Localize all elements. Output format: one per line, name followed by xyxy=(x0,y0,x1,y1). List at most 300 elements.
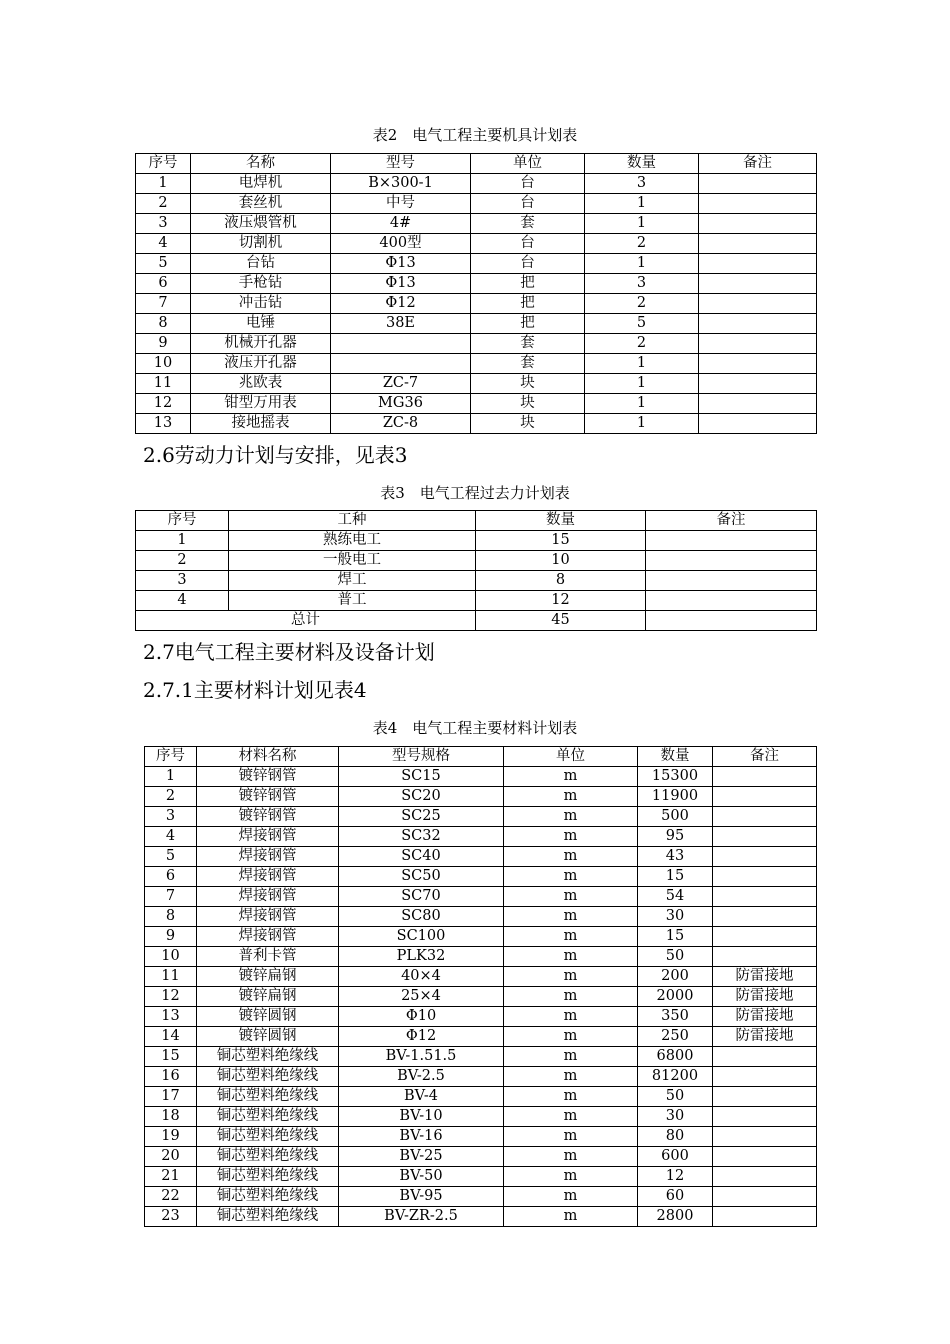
table-row xyxy=(145,1027,817,1047)
table-cell xyxy=(713,847,817,867)
table-cell xyxy=(713,887,817,907)
table-cell: 钳型万用表 xyxy=(191,394,331,414)
table-cell: 10 xyxy=(476,551,646,571)
table-cell: SC80 xyxy=(339,907,504,927)
table-cell: SC20 xyxy=(339,787,504,807)
table-cell: SC40 xyxy=(339,847,504,867)
table-cell: m xyxy=(504,1087,638,1107)
table-cell: 镀锌钢管 xyxy=(197,787,339,807)
table-cell: 15 xyxy=(638,927,713,947)
table-cell: MG36 xyxy=(331,394,471,414)
table-cell: Φ12 xyxy=(331,294,471,314)
table-row xyxy=(136,254,817,274)
table3-total-row xyxy=(136,611,817,631)
table-cell: 4 xyxy=(145,827,197,847)
table-cell: 铜芯塑料绝缘线 xyxy=(197,1107,339,1127)
table-cell: PLK32 xyxy=(339,947,504,967)
table3-total-label: 总计 xyxy=(136,611,476,631)
table4-header-cell: 单位 xyxy=(504,747,638,767)
table-cell: 15300 xyxy=(638,767,713,787)
table-cell xyxy=(699,334,817,354)
table-cell: 54 xyxy=(638,887,713,907)
table-cell: 手枪钻 xyxy=(191,274,331,294)
table-cell: 3 xyxy=(136,571,229,591)
table-cell: Φ13 xyxy=(331,254,471,274)
table-cell xyxy=(713,1127,817,1147)
table4 xyxy=(144,746,817,1227)
table-cell: 4# xyxy=(331,214,471,234)
table-row xyxy=(136,591,817,611)
table-cell: BV-2.5 xyxy=(339,1067,504,1087)
section-2-6-heading: 2.6劳动力计划与安排，见表3 xyxy=(143,443,408,467)
table4-header-cell: 材料名称 xyxy=(197,747,339,767)
table-cell: SC25 xyxy=(339,807,504,827)
table-cell: 1 xyxy=(585,194,699,214)
table-cell: 2 xyxy=(145,787,197,807)
table-row xyxy=(145,807,817,827)
table-cell xyxy=(713,1067,817,1087)
table4-header-cell: 数量 xyxy=(638,747,713,767)
table-cell xyxy=(713,867,817,887)
table-row xyxy=(145,1067,817,1087)
table-cell: 普利卡管 xyxy=(197,947,339,967)
table-row xyxy=(136,551,817,571)
table-cell: m xyxy=(504,1187,638,1207)
table-cell: 1 xyxy=(585,354,699,374)
table-cell: 镀锌圆钢 xyxy=(197,1027,339,1047)
table-cell: m xyxy=(504,1207,638,1227)
table-cell: 镀锌扁钢 xyxy=(197,987,339,1007)
table-cell: m xyxy=(504,807,638,827)
table-row xyxy=(145,1127,817,1147)
table-cell: 把 xyxy=(471,314,585,334)
table-row xyxy=(136,334,817,354)
table-cell: 套 xyxy=(471,334,585,354)
table-cell: 2 xyxy=(585,294,699,314)
table-cell: 10 xyxy=(145,947,197,967)
table-cell: 台 xyxy=(471,194,585,214)
table-cell xyxy=(713,907,817,927)
table-cell xyxy=(646,571,817,591)
table-cell: 机械开孔器 xyxy=(191,334,331,354)
table-cell xyxy=(699,394,817,414)
table-row xyxy=(145,1087,817,1107)
table-cell: Φ12 xyxy=(339,1027,504,1047)
table-cell xyxy=(713,1187,817,1207)
table-cell: 防雷接地 xyxy=(713,1007,817,1027)
table-cell: 6 xyxy=(145,867,197,887)
table-cell: 台 xyxy=(471,254,585,274)
table3-header-cell: 工种 xyxy=(229,511,476,531)
table-cell: 40×4 xyxy=(339,967,504,987)
table-cell: 22 xyxy=(145,1187,197,1207)
table-cell: 200 xyxy=(638,967,713,987)
table-cell: m xyxy=(504,1107,638,1127)
table-cell: 11900 xyxy=(638,787,713,807)
table-cell: 6800 xyxy=(638,1047,713,1067)
table-cell: 2 xyxy=(136,194,191,214)
table-cell: 防雷接地 xyxy=(713,1027,817,1047)
table-cell: 7 xyxy=(145,887,197,907)
table3-header-cell: 数量 xyxy=(476,511,646,531)
table-cell: 17 xyxy=(145,1087,197,1107)
table-cell: 1 xyxy=(145,767,197,787)
table-cell xyxy=(699,354,817,374)
table-cell: m xyxy=(504,927,638,947)
table-row xyxy=(145,1147,817,1167)
table-cell: 焊接钢管 xyxy=(197,827,339,847)
table-cell xyxy=(331,354,471,374)
table-cell: BV-ZR-2.5 xyxy=(339,1207,504,1227)
table-cell: m xyxy=(504,987,638,1007)
table-cell: 350 xyxy=(638,1007,713,1027)
table-cell: 兆欧表 xyxy=(191,374,331,394)
table-cell: 15 xyxy=(638,867,713,887)
table2-caption: 表2 电气工程主要机具计划表 xyxy=(372,126,578,144)
table-row xyxy=(145,927,817,947)
table-cell: 10 xyxy=(136,354,191,374)
table-cell: 8 xyxy=(145,907,197,927)
table-cell: 38E xyxy=(331,314,471,334)
table-cell: 3 xyxy=(136,214,191,234)
table-cell: 6 xyxy=(136,274,191,294)
table2-header-cell: 序号 xyxy=(136,154,191,174)
table-cell: Φ13 xyxy=(331,274,471,294)
table-cell: 电焊机 xyxy=(191,174,331,194)
table-cell: m xyxy=(504,1027,638,1047)
table3-header-cell: 备注 xyxy=(646,511,817,531)
table-cell xyxy=(699,374,817,394)
table-cell: SC32 xyxy=(339,827,504,847)
table-cell: BV-95 xyxy=(339,1187,504,1207)
table4-header-row xyxy=(145,747,817,767)
table-cell xyxy=(713,1167,817,1187)
table-cell xyxy=(646,551,817,571)
table-cell: 把 xyxy=(471,294,585,314)
table-row xyxy=(136,531,817,551)
table-row xyxy=(136,374,817,394)
table-cell: 2 xyxy=(136,551,229,571)
table-row xyxy=(136,314,817,334)
table-cell xyxy=(713,1147,817,1167)
table-cell: 台钻 xyxy=(191,254,331,274)
table-cell: 焊工 xyxy=(229,571,476,591)
table-cell: 焊接钢管 xyxy=(197,907,339,927)
table3-header-row xyxy=(136,511,817,531)
table-cell: 镀锌扁钢 xyxy=(197,967,339,987)
table-row xyxy=(145,1007,817,1027)
table-cell: 50 xyxy=(638,947,713,967)
table-cell: m xyxy=(504,1047,638,1067)
table-cell: 81200 xyxy=(638,1067,713,1087)
table-row xyxy=(145,847,817,867)
table-cell: 焊接钢管 xyxy=(197,867,339,887)
table-cell: m xyxy=(504,787,638,807)
table-cell: 铜芯塑料绝缘线 xyxy=(197,1127,339,1147)
table-row xyxy=(145,1107,817,1127)
table-cell: SC15 xyxy=(339,767,504,787)
table-cell: 5 xyxy=(145,847,197,867)
table-cell: 一般电工 xyxy=(229,551,476,571)
table-cell: 8 xyxy=(476,571,646,591)
table-row xyxy=(136,354,817,374)
table-cell: 台 xyxy=(471,174,585,194)
table3 xyxy=(135,510,817,631)
table-row xyxy=(145,907,817,927)
table-cell: m xyxy=(504,1007,638,1027)
table-cell: 1 xyxy=(585,414,699,434)
table-cell: 铜芯塑料绝缘线 xyxy=(197,1147,339,1167)
table-cell: m xyxy=(504,847,638,867)
table-cell: 套 xyxy=(471,214,585,234)
table-row xyxy=(136,234,817,254)
table-cell xyxy=(699,174,817,194)
table3-caption: 表3 电气工程过去力计划表 xyxy=(380,484,570,502)
table-cell xyxy=(646,531,817,551)
table-cell: m xyxy=(504,967,638,987)
table-cell: 21 xyxy=(145,1167,197,1187)
table-cell: 14 xyxy=(145,1027,197,1047)
table-cell: m xyxy=(504,887,638,907)
table-cell: 镀锌钢管 xyxy=(197,807,339,827)
table-cell: m xyxy=(504,867,638,887)
table-row xyxy=(136,294,817,314)
table-cell: m xyxy=(504,947,638,967)
table-cell: 块 xyxy=(471,414,585,434)
table-cell: 电锤 xyxy=(191,314,331,334)
table-cell: 9 xyxy=(136,334,191,354)
table-cell: 焊接钢管 xyxy=(197,887,339,907)
table-cell: 套 xyxy=(471,354,585,374)
table-cell: 5 xyxy=(136,254,191,274)
table-cell: 9 xyxy=(145,927,197,947)
table-cell: 3 xyxy=(585,274,699,294)
table-cell: 7 xyxy=(136,294,191,314)
table-cell: 15 xyxy=(476,531,646,551)
table-cell: m xyxy=(504,1167,638,1187)
table-cell: 250 xyxy=(638,1027,713,1047)
table-cell: 铜芯塑料绝缘线 xyxy=(197,1067,339,1087)
table-cell: 2800 xyxy=(638,1207,713,1227)
table-cell: 铜芯塑料绝缘线 xyxy=(197,1187,339,1207)
table2-header-cell: 备注 xyxy=(699,154,817,174)
section-2-7-heading: 2.7电气工程主要材料及设备计划 xyxy=(143,640,435,664)
table-row xyxy=(136,274,817,294)
table-row xyxy=(145,1047,817,1067)
table-cell: BV-50 xyxy=(339,1167,504,1187)
table-cell: 95 xyxy=(638,827,713,847)
table-cell: 切割机 xyxy=(191,234,331,254)
table-cell xyxy=(699,414,817,434)
table-cell: Φ10 xyxy=(339,1007,504,1027)
table-cell: 13 xyxy=(145,1007,197,1027)
table-cell: 12 xyxy=(136,394,191,414)
table2-header-cell: 型号 xyxy=(331,154,471,174)
table-cell: 23 xyxy=(145,1207,197,1227)
table-cell xyxy=(713,947,817,967)
table-cell: 块 xyxy=(471,394,585,414)
table-cell: 防雷接地 xyxy=(713,967,817,987)
table-cell: 400型 xyxy=(331,234,471,254)
table-cell xyxy=(699,254,817,274)
table-cell: 2 xyxy=(585,334,699,354)
table-row xyxy=(145,987,817,1007)
table2 xyxy=(135,153,817,434)
table-cell: 600 xyxy=(638,1147,713,1167)
table-row xyxy=(145,767,817,787)
table-cell: 11 xyxy=(136,374,191,394)
table-cell: 2000 xyxy=(638,987,713,1007)
table-cell: BV-4 xyxy=(339,1087,504,1107)
table-cell: 20 xyxy=(145,1147,197,1167)
table-row xyxy=(145,787,817,807)
table-cell: BV-10 xyxy=(339,1107,504,1127)
table2-header-row xyxy=(136,154,817,174)
table-cell: 把 xyxy=(471,274,585,294)
table-cell: 15 xyxy=(145,1047,197,1067)
table-cell: 19 xyxy=(145,1127,197,1147)
table-cell: 500 xyxy=(638,807,713,827)
table-cell xyxy=(699,214,817,234)
table-cell: 2 xyxy=(585,234,699,254)
table-row xyxy=(145,867,817,887)
table-cell: 1 xyxy=(585,394,699,414)
table-row xyxy=(145,1187,817,1207)
table-cell: 1 xyxy=(136,531,229,551)
table-cell: BV-1.51.5 xyxy=(339,1047,504,1067)
table-cell: 30 xyxy=(638,907,713,927)
table-cell: 3 xyxy=(585,174,699,194)
table-cell: 液压煨管机 xyxy=(191,214,331,234)
table-cell: BV-16 xyxy=(339,1127,504,1147)
table4-header-cell: 备注 xyxy=(713,747,817,767)
table-cell: 焊接钢管 xyxy=(197,847,339,867)
table-row xyxy=(145,947,817,967)
table4-caption: 表4 电气工程主要材料计划表 xyxy=(372,719,578,737)
table-cell: 4 xyxy=(136,234,191,254)
table-row xyxy=(136,214,817,234)
table-cell: m xyxy=(504,1147,638,1167)
table-cell: 4 xyxy=(136,591,229,611)
table-cell: 镀锌圆钢 xyxy=(197,1007,339,1027)
table-cell: 铜芯塑料绝缘线 xyxy=(197,1167,339,1187)
table-cell: 30 xyxy=(638,1107,713,1127)
table-cell: 铜芯塑料绝缘线 xyxy=(197,1207,339,1227)
table-cell xyxy=(699,294,817,314)
table-row xyxy=(136,571,817,591)
table-cell: m xyxy=(504,827,638,847)
table-cell: 1 xyxy=(136,174,191,194)
table-cell: 43 xyxy=(638,847,713,867)
table-cell: 接地摇表 xyxy=(191,414,331,434)
table-cell: 防雷接地 xyxy=(713,987,817,1007)
table-row xyxy=(136,174,817,194)
table-cell: 台 xyxy=(471,234,585,254)
table4-header-cell: 型号规格 xyxy=(339,747,504,767)
table-cell: 12 xyxy=(638,1167,713,1187)
table-cell xyxy=(713,787,817,807)
section-2-7-1-heading: 2.7.1主要材料计划见表4 xyxy=(143,678,367,702)
table-row xyxy=(136,194,817,214)
table-row xyxy=(145,967,817,987)
table-cell: 焊接钢管 xyxy=(197,927,339,947)
table-cell xyxy=(699,314,817,334)
table-cell: 1 xyxy=(585,374,699,394)
table-cell xyxy=(713,1047,817,1067)
table-cell: 1 xyxy=(585,254,699,274)
table-cell: 液压开孔器 xyxy=(191,354,331,374)
table-cell: 中号 xyxy=(331,194,471,214)
table-cell: SC50 xyxy=(339,867,504,887)
table3-header-cell: 序号 xyxy=(136,511,229,531)
table-cell: 25×4 xyxy=(339,987,504,1007)
table2-header-cell: 名称 xyxy=(191,154,331,174)
table-cell: 18 xyxy=(145,1107,197,1127)
table-cell: 60 xyxy=(638,1187,713,1207)
table-cell xyxy=(713,927,817,947)
table-cell: 块 xyxy=(471,374,585,394)
table-cell: m xyxy=(504,767,638,787)
table-cell: SC70 xyxy=(339,887,504,907)
table-cell: 铜芯塑料绝缘线 xyxy=(197,1087,339,1107)
table-cell xyxy=(713,767,817,787)
table-cell xyxy=(699,234,817,254)
table-cell: BV-25 xyxy=(339,1147,504,1167)
table-cell: 5 xyxy=(585,314,699,334)
table-cell xyxy=(713,807,817,827)
table-cell xyxy=(713,827,817,847)
table-cell: 16 xyxy=(145,1067,197,1087)
table-row xyxy=(145,1167,817,1187)
table-cell: 普工 xyxy=(229,591,476,611)
table-cell xyxy=(331,334,471,354)
table-cell: 冲击钻 xyxy=(191,294,331,314)
table2-header-cell: 单位 xyxy=(471,154,585,174)
table-cell xyxy=(713,1107,817,1127)
table-cell: 镀锌钢管 xyxy=(197,767,339,787)
table-cell: SC100 xyxy=(339,927,504,947)
table-cell: B×300-1 xyxy=(331,174,471,194)
table-cell: m xyxy=(504,1127,638,1147)
table-cell: 12 xyxy=(145,987,197,1007)
table-cell: m xyxy=(504,1067,638,1087)
table-row xyxy=(136,414,817,434)
table3-total-value: 45 xyxy=(476,611,646,631)
table-cell xyxy=(646,591,817,611)
table-cell xyxy=(699,194,817,214)
table-row xyxy=(136,394,817,414)
table-cell: 8 xyxy=(136,314,191,334)
table-cell xyxy=(699,274,817,294)
table-cell: 套丝机 xyxy=(191,194,331,214)
table-cell: 熟练电工 xyxy=(229,531,476,551)
table3-total-note xyxy=(646,611,817,631)
table-cell xyxy=(713,1207,817,1227)
table-cell: 铜芯塑料绝缘线 xyxy=(197,1047,339,1067)
table-row xyxy=(145,1207,817,1227)
table-row xyxy=(145,887,817,907)
table4-header-cell: 序号 xyxy=(145,747,197,767)
table-cell: 50 xyxy=(638,1087,713,1107)
table-row xyxy=(145,827,817,847)
table-cell xyxy=(713,1087,817,1107)
table-cell: 13 xyxy=(136,414,191,434)
table-cell: ZC-7 xyxy=(331,374,471,394)
table-cell: m xyxy=(504,907,638,927)
table2-header-cell: 数量 xyxy=(585,154,699,174)
table-cell: 1 xyxy=(585,214,699,234)
table-cell: 12 xyxy=(476,591,646,611)
